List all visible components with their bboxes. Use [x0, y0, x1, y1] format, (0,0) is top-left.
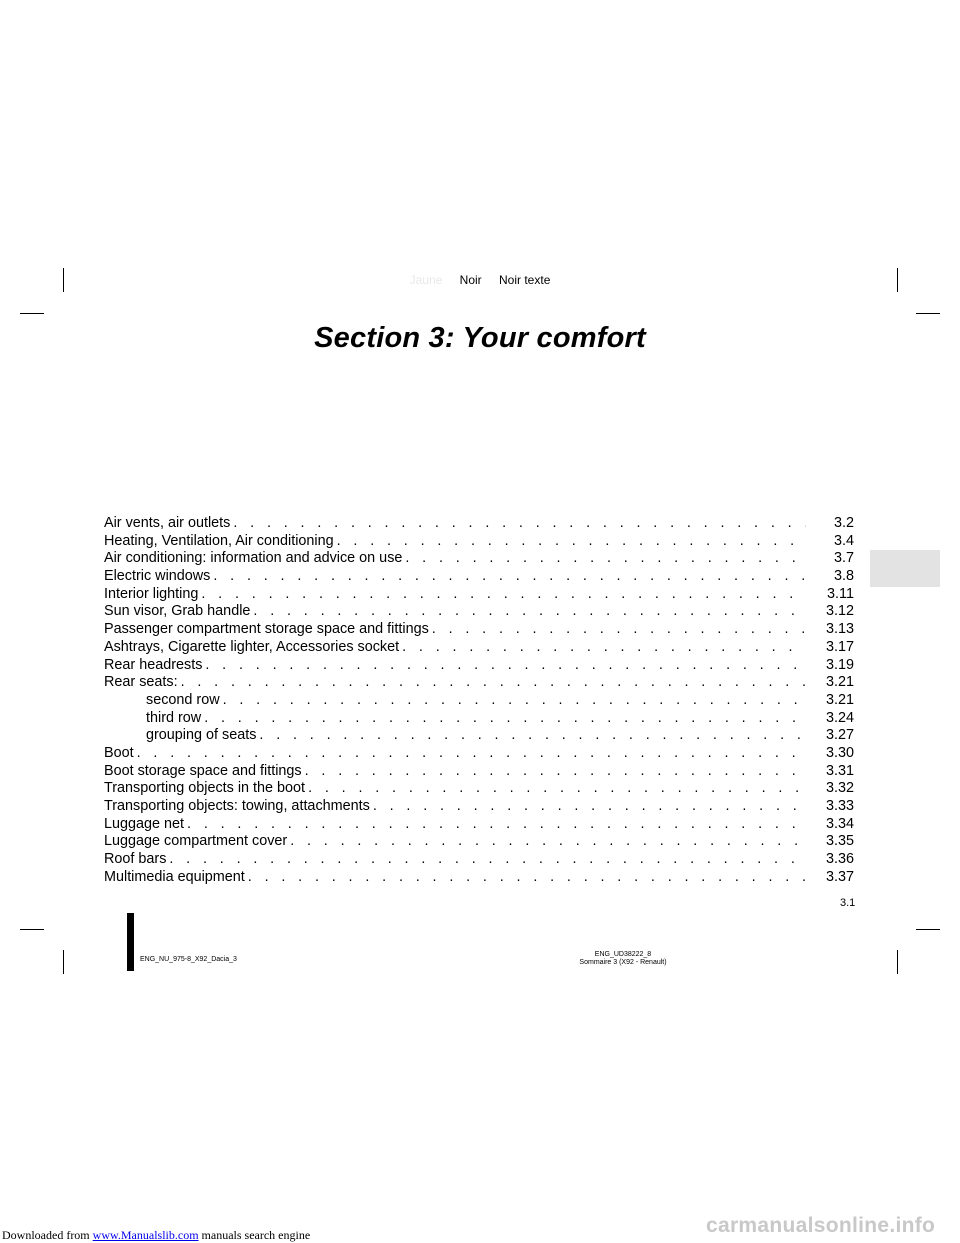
toc-entry[interactable]: [104, 816, 854, 834]
section-tab-marker: [870, 550, 940, 587]
crop-mark: [63, 950, 64, 974]
toc-entry-label: third row: [146, 709, 202, 726]
toc-entry-label: second row: [146, 691, 220, 708]
toc-entry[interactable]: [104, 674, 854, 692]
toc-entry-page: 3.21: [825, 674, 854, 691]
toc-entry[interactable]: [104, 851, 854, 869]
download-suffix: manuals search engine: [201, 1228, 311, 1242]
toc-dot-leader: [201, 586, 806, 604]
toc-entry-page: 3.30: [825, 744, 854, 761]
toc-dot-leader: [253, 603, 806, 621]
toc-dot-leader: [305, 763, 806, 781]
toc-entry[interactable]: [104, 603, 854, 621]
toc-entry-label: Rear seats:: [104, 674, 178, 691]
toc-entry-label: Air conditioning: information and advice on use: [104, 550, 403, 567]
toc-dot-leader: [373, 798, 806, 816]
crop-mark: [897, 950, 898, 974]
toc-entry-page: 3.36: [825, 851, 854, 868]
toc-entry-label: Boot: [104, 744, 134, 761]
toc-entry-label: Luggage net: [104, 815, 185, 832]
toc-entry-label: Multimedia equipment: [104, 868, 245, 885]
toc-entry[interactable]: [104, 533, 854, 551]
toc-entry-page: 3.31: [825, 762, 854, 779]
download-prefix: Downloaded from: [2, 1228, 90, 1242]
toc-entry-label: Interior lighting: [104, 585, 199, 602]
toc-dot-leader: [213, 568, 806, 586]
watermark: carmanualsonline.info: [706, 1214, 936, 1237]
toc-entry-label: Passenger compartment storage space and fittings: [104, 621, 429, 638]
toc-entry[interactable]: [104, 586, 854, 604]
download-banner: [2, 1228, 310, 1243]
toc-entry-page: 3.32: [825, 780, 854, 797]
toc-dot-leader: [233, 515, 806, 533]
color-bar-noir: Noir: [459, 273, 482, 287]
toc-dot-leader: [290, 833, 806, 851]
manualslib-link[interactable]: www.Manualslib.com: [92, 1228, 199, 1242]
toc-dot-leader: [205, 657, 806, 675]
toc-entry-page: 3.37: [825, 868, 854, 885]
footer-left-code: ENG_NU_975-8_X92_Dacia_3: [140, 956, 237, 963]
toc-entry-page: 3.11: [827, 585, 854, 602]
toc-entry-page: 3.7: [833, 550, 854, 567]
table-of-contents: [104, 515, 854, 886]
toc-entry-page: 3.19: [825, 656, 854, 673]
toc-entry[interactable]: [104, 621, 854, 639]
toc-entry-page: 3.13: [825, 621, 854, 638]
footer-right-code: [528, 951, 718, 967]
toc-entry[interactable]: [104, 798, 854, 816]
toc-entry-page: 3.21: [825, 691, 854, 708]
toc-entry-label: Sun visor, Grab handle: [104, 603, 251, 620]
crop-mark: [20, 929, 44, 930]
toc-entry-label: Air vents, air outlets: [104, 515, 231, 531]
toc-dot-leader: [337, 533, 806, 551]
toc-entry[interactable]: [104, 550, 854, 568]
toc-dot-leader: [181, 674, 806, 692]
toc-entry[interactable]: [104, 745, 854, 763]
crop-mark: [916, 313, 940, 314]
toc-entry-page: 3.24: [825, 709, 854, 726]
toc-entry[interactable]: [104, 869, 854, 887]
section-title: Section 3: Your comfort: [314, 322, 646, 354]
crop-mark: [20, 313, 44, 314]
toc-dot-leader: [432, 621, 806, 639]
toc-dot-leader: [259, 727, 806, 745]
toc-entry-page: 3.12: [825, 603, 854, 620]
color-bar: [0, 273, 960, 287]
toc-entry[interactable]: [104, 710, 854, 728]
toc-entry[interactable]: [104, 780, 854, 798]
toc-entry-page: 3.35: [825, 833, 854, 850]
toc-dot-leader: [169, 851, 806, 869]
page-number: 3.1: [840, 897, 856, 909]
toc-entry-page: 3.27: [825, 727, 854, 744]
crop-mark: [916, 929, 940, 930]
toc-entry-label: Boot storage space and fittings: [104, 762, 302, 779]
toc-entry-label: Roof bars: [104, 851, 167, 868]
toc-entry[interactable]: [104, 657, 854, 675]
toc-entry-label: Ashtrays, Cigarette lighter, Accessories socket: [104, 638, 400, 655]
toc-entry-label: Transporting objects: towing, attachments: [104, 798, 370, 814]
color-bar-noir-texte: Noir texte: [499, 273, 551, 287]
toc-entry[interactable]: [104, 833, 854, 851]
toc-entry-page: 3.8: [833, 568, 854, 585]
toc-entry[interactable]: [104, 515, 854, 533]
toc-entry-label: grouping of seats: [146, 727, 257, 744]
toc-dot-leader: [223, 692, 806, 710]
toc-entry[interactable]: [104, 568, 854, 586]
toc-entry[interactable]: [104, 727, 854, 745]
toc-dot-leader: [402, 639, 806, 657]
toc-entry-label: Electric windows: [104, 568, 211, 585]
color-bar-jaune: Jaune: [409, 273, 443, 287]
footer-right-line2: Sommaire 3 (X92 - Renault): [579, 959, 667, 966]
toc-entry-page: 3.17: [825, 638, 854, 655]
toc-dot-leader: [405, 550, 806, 568]
toc-entry-label: Luggage compartment cover: [104, 833, 288, 850]
toc-entry-page: 3.2: [833, 515, 854, 531]
footer-right-line1: ENG_UD38222_8: [594, 951, 652, 958]
toc-entry-label: Heating, Ventilation, Air conditioning: [104, 532, 334, 549]
toc-entry-page: 3.4: [833, 532, 854, 549]
toc-entry-label: Rear headrests: [104, 656, 203, 673]
bleed-bar: [127, 913, 134, 971]
toc-dot-leader: [187, 816, 806, 834]
toc-entry[interactable]: [104, 763, 854, 781]
toc-dot-leader: [308, 780, 806, 798]
toc-entry[interactable]: [104, 692, 854, 710]
toc-dot-leader: [248, 869, 806, 887]
toc-entry-page: 3.34: [825, 815, 854, 832]
toc-entry[interactable]: [104, 639, 854, 657]
toc-entry-label: Transporting objects in the boot: [104, 780, 306, 797]
toc-dot-leader: [137, 745, 806, 763]
toc-dot-leader: [204, 710, 806, 728]
toc-entry-page: 3.33: [825, 798, 854, 814]
